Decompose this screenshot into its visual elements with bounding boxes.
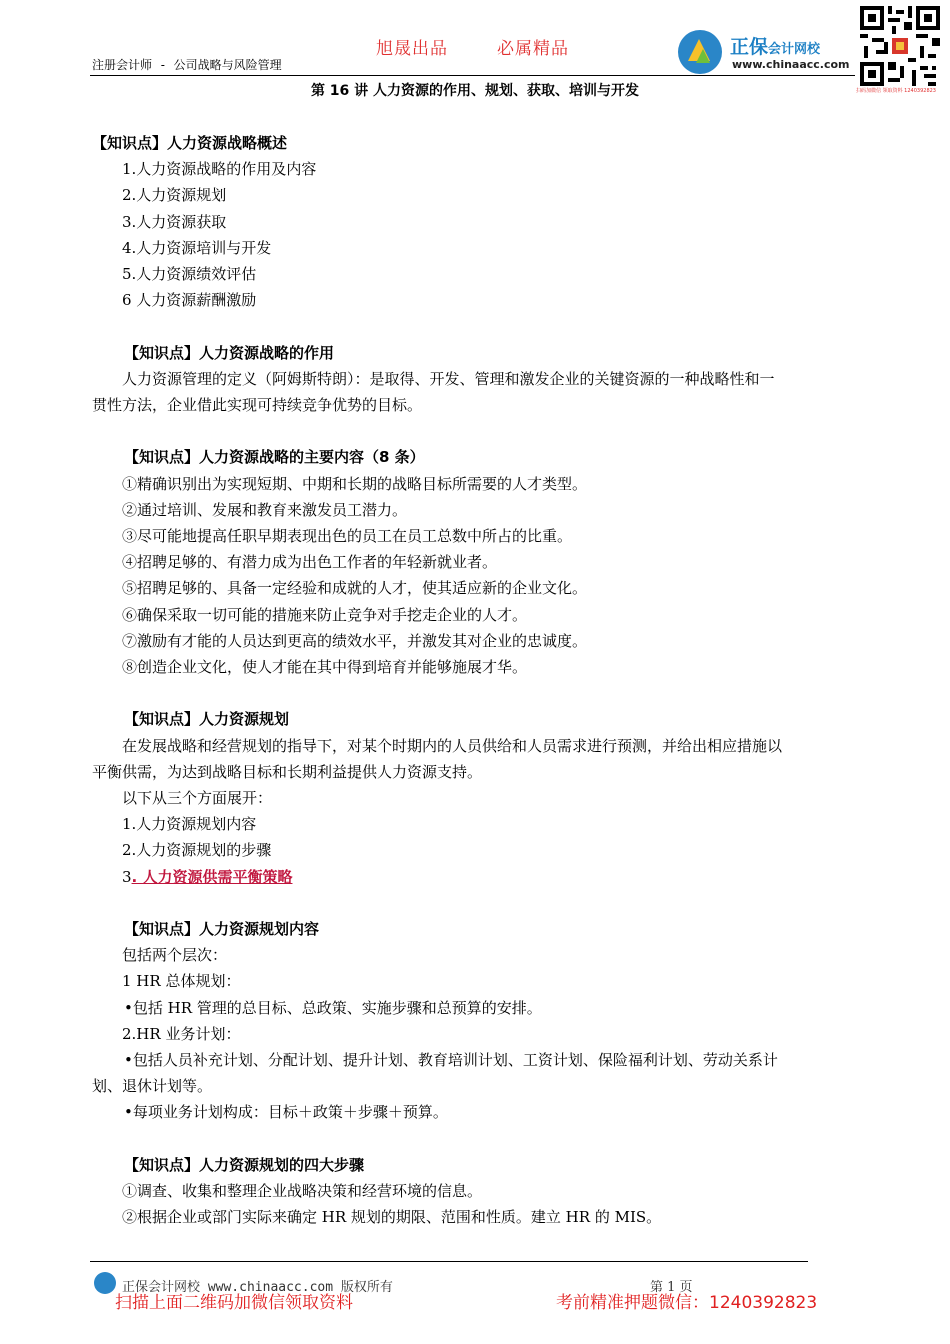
line-text: ②根据企业或部门实际来确定 HR 规划的期限、范围和性质。建立 HR 的 MIS。 bbox=[122, 1208, 662, 1227]
line-text: 贯性方法，企业借此实现可持续竞争优势的目标。 bbox=[92, 396, 423, 414]
header-promo-1: 旭晟出品 bbox=[376, 39, 448, 59]
body-line bbox=[92, 392, 422, 418]
body-line bbox=[122, 1204, 661, 1230]
line-text: 包括两个层次： bbox=[122, 946, 228, 965]
line-text: 以下从三个方面展开： bbox=[122, 789, 273, 807]
line-text: 1.人力资源规划内容 bbox=[122, 815, 257, 834]
body-line bbox=[122, 156, 316, 182]
line-text: 在发展战略和经营规划的指导下，对某个时期内的人员供给和人员需求进行预测，并给出相应措施以 bbox=[122, 736, 783, 755]
body-line bbox=[122, 654, 527, 680]
body-line bbox=[122, 602, 527, 628]
footer-copyright: 正保会计网校 www.chinaacc.com 版权所有 bbox=[122, 1280, 393, 1295]
body-line bbox=[122, 1021, 240, 1047]
qr-note: 扫码加微信 领取资料 1240392823 bbox=[856, 88, 936, 94]
logo-emblem-icon bbox=[678, 30, 722, 74]
body-line bbox=[122, 628, 587, 654]
section-heading bbox=[124, 1152, 364, 1178]
body-line bbox=[122, 287, 256, 313]
body-line bbox=[122, 837, 271, 863]
line-text: •包括 HR 管理的总目标、总政策、实施步骤和总预算的安排。 bbox=[124, 998, 542, 1017]
header-rule bbox=[90, 75, 855, 76]
body-line bbox=[122, 235, 271, 261]
lecture-title: 第 16 讲 人力资源的作用、规划、获取、培训与开发 bbox=[310, 83, 640, 99]
footer-rule bbox=[90, 1261, 808, 1262]
line-text: 2.人力资源规划 bbox=[122, 186, 227, 205]
body-line bbox=[122, 209, 226, 235]
line-text: ②通过培训、发展和教育来激发员工潜力。 bbox=[122, 500, 408, 519]
body-line bbox=[122, 942, 227, 968]
body-line bbox=[122, 523, 572, 549]
line-text: 6 人力资源薪酬激励 bbox=[122, 291, 257, 310]
line-text: 2.HR 业务计划： bbox=[122, 1024, 241, 1043]
section-heading bbox=[124, 916, 319, 942]
line-text: 人力资源管理的定义（阿姆斯特朗）：是取得、开发、管理和激发企业的关键资源的一种战略性和一 bbox=[122, 369, 775, 388]
line-text: ⑥确保采取一切可能的措施来防止竞争对手挖走企业的人才。 bbox=[122, 605, 528, 624]
body-line bbox=[122, 811, 256, 837]
section-heading bbox=[124, 444, 425, 470]
promo-scan-qr: 扫描上面二维码加微信领取资料 bbox=[115, 1293, 353, 1313]
course-name: 注册会计师 - 公司战略与风险管理 bbox=[92, 58, 282, 72]
body-line bbox=[124, 995, 542, 1021]
line-text: 【知识点】人力资源规划的四大步骤 bbox=[124, 1155, 365, 1174]
line-text: 平衡供需，为达到战略目标和长期利益提供人力资源支持。 bbox=[92, 762, 483, 781]
line-text: 【知识点】人力资源规划 bbox=[124, 710, 290, 729]
logo-url: www.chinaacc.com bbox=[732, 58, 850, 71]
line-text: 划、退休计划等。 bbox=[92, 1077, 213, 1096]
body-line bbox=[122, 968, 240, 994]
body-line bbox=[124, 1099, 448, 1125]
body-line bbox=[124, 1047, 778, 1073]
logo-sub: 会计网校 bbox=[768, 42, 821, 57]
line-text: ⑧创造企业文化，使人才能在其中得到培育并能够施展才华。 bbox=[122, 658, 528, 676]
line-text: 【知识点】人力资源战略的主要内容（8 条） bbox=[124, 448, 425, 467]
line-text: 【知识点】人力资源战略概述 bbox=[92, 134, 288, 152]
section-heading bbox=[124, 340, 334, 366]
body-line bbox=[122, 733, 782, 759]
line-text: ⑦激励有才能的人员达到更高的绩效水平，并激发其对企业的忠诚度。 bbox=[122, 631, 588, 650]
body-line bbox=[122, 366, 775, 392]
line-text: ⑤招聘足够的、具备一定经验和成就的人才，使其适应新的企业文化。 bbox=[122, 579, 588, 598]
section-heading bbox=[124, 706, 289, 732]
supply-demand-strategy-link[interactable]: . 人力资源供需平衡策略 bbox=[131, 867, 293, 886]
body-line bbox=[122, 471, 587, 497]
chinaacc-logo[interactable] bbox=[678, 30, 858, 74]
line-text: ①调查、收集和整理企业战略决策和经营环境的信息。 bbox=[122, 1182, 483, 1200]
promo-wechat: 考前精准押题微信：1240392823 bbox=[556, 1293, 818, 1313]
section-heading bbox=[92, 130, 287, 156]
body-line bbox=[122, 261, 256, 287]
logo-name: 正保 bbox=[730, 36, 769, 58]
line-text: ③尽可能地提高任职早期表现出色的员工在员工总数中所占的比重。 bbox=[122, 527, 573, 545]
body-line bbox=[92, 1073, 212, 1099]
body-line bbox=[92, 759, 482, 785]
line-text: 4.人力资源培训与开发 bbox=[122, 238, 272, 257]
line-text: 【知识点】人力资源规划内容 bbox=[124, 920, 320, 938]
header-promo-2: 必属精品 bbox=[497, 39, 569, 59]
page-number: 第 1 页 bbox=[650, 1280, 693, 1295]
body-line bbox=[122, 785, 272, 811]
line-text: •包括人员补充计划、分配计划、提升计划、教育培训计划、工资计划、保险福利计划、劳动关系计 bbox=[124, 1051, 778, 1069]
body-line bbox=[122, 864, 292, 890]
line-text: 【知识点】人力资源战略的作用 bbox=[124, 343, 335, 362]
footer-logo-icon bbox=[94, 1272, 116, 1294]
line-text: 3.人力资源获取 bbox=[122, 212, 227, 231]
body-line bbox=[122, 497, 407, 523]
line-text: 5.人力资源绩效评估 bbox=[122, 265, 257, 283]
body-line bbox=[122, 549, 497, 575]
line-text: 3 bbox=[122, 867, 132, 886]
body-line bbox=[122, 1178, 482, 1204]
body-line bbox=[122, 182, 226, 208]
line-text: 1 HR 总体规划： bbox=[122, 972, 241, 991]
line-text: 1.人力资源战略的作用及内容 bbox=[122, 160, 317, 179]
line-text: ①精确识别出为实现短期、中期和长期的战略目标所需要的人才类型。 bbox=[122, 474, 588, 493]
body-line bbox=[122, 575, 587, 601]
qr-code-icon[interactable] bbox=[860, 6, 940, 86]
line-text: 2.人力资源规划的步骤 bbox=[122, 841, 272, 860]
line-text: •每项业务计划构成：目标＋政策＋步骤＋预算。 bbox=[124, 1103, 448, 1122]
line-text: ④招聘足够的、有潜力成为出色工作者的年轻新就业者。 bbox=[122, 553, 498, 572]
